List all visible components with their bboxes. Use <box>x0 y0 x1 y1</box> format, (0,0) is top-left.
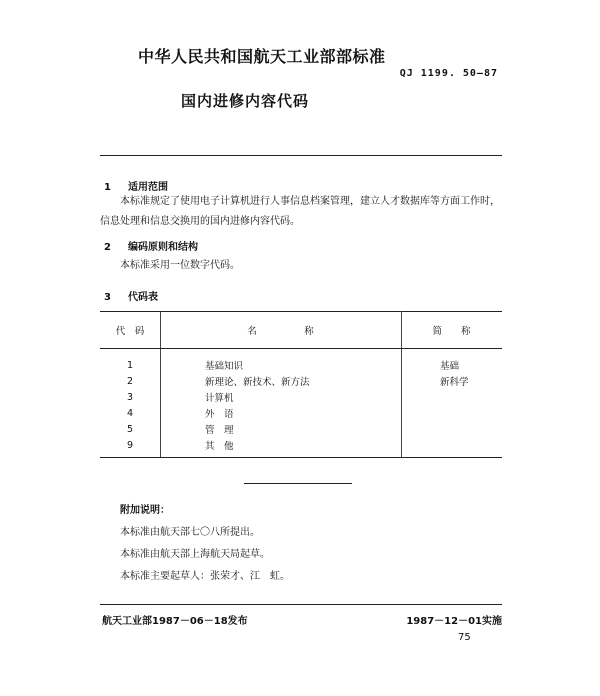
table-row <box>100 437 502 458</box>
table-row <box>100 421 502 437</box>
standard-number: QJ 1199. 50—87 <box>399 68 498 79</box>
section-end-rule <box>244 483 352 484</box>
cell-name: 外 语 <box>161 405 402 421</box>
section-3-heading <box>104 288 158 303</box>
document-title: 国内进修内容代码 <box>181 92 310 110</box>
cell-name: 新理论、新技术、新方法 <box>161 373 402 389</box>
code-table <box>100 311 502 458</box>
effective-date: 1987－12－01实施 <box>406 616 502 627</box>
header-abbr: 简 称 <box>402 312 503 349</box>
cell-abbr <box>402 421 503 437</box>
cell-name: 计算机 <box>161 389 402 405</box>
cell-abbr <box>402 437 503 458</box>
cell-code: 4 <box>126 407 134 419</box>
note-line: 本标准由航天部七〇八所提出。 <box>120 527 260 538</box>
section-title: 编码原则和结构 <box>128 242 198 253</box>
cell-code: 1 <box>126 359 134 371</box>
cell-abbr: 基础 <box>440 361 460 372</box>
cell-name: 基础知识 <box>161 349 402 374</box>
section-title: 代码表 <box>128 292 158 303</box>
section-number: 3 <box>104 292 111 303</box>
section-number: 2 <box>104 242 111 253</box>
section-number: 1 <box>104 182 111 193</box>
table-row <box>100 373 502 389</box>
note-line: 本标准由航天部上海航天局起草。 <box>120 549 270 560</box>
table-row <box>100 349 502 374</box>
notes-heading: 附加说明： <box>120 505 170 516</box>
cell-code: 3 <box>126 391 134 403</box>
header-rule <box>100 155 502 156</box>
table-header-row <box>100 312 502 349</box>
footer-rule <box>100 604 502 605</box>
additional-notes <box>120 500 290 588</box>
header-name: 名 称 <box>161 312 402 349</box>
section-2-heading <box>104 238 198 253</box>
header-code: 代 码 <box>100 312 161 349</box>
cell-code: 2 <box>126 375 134 387</box>
paragraph-line: 信息处理和信息交换用的国内进修内容代码。 <box>100 216 300 227</box>
paragraph-line: 本标准规定了使用电子计算机进行人事信息档案管理，建立人才数据库等方面工作时， <box>120 196 500 207</box>
cell-abbr: 新科学 <box>440 377 469 388</box>
cell-code: 9 <box>100 437 161 458</box>
page-number: 75 <box>458 632 471 643</box>
issue-date: 航天工业部1987－06－18发布 <box>102 616 248 627</box>
cell-abbr <box>402 405 503 421</box>
cell-name: 管 理 <box>161 421 402 437</box>
note-line: 本标准主要起草人：张荣才、江 虹。 <box>120 571 290 582</box>
cell-code: 5 <box>126 423 134 435</box>
section-2-body <box>120 256 240 276</box>
cell-name: 其 他 <box>161 437 402 458</box>
table-row <box>100 389 502 405</box>
table-row <box>100 405 502 421</box>
section-1-body <box>100 192 510 232</box>
paragraph-line: 本标准采用一位数字代码。 <box>120 260 240 271</box>
issuing-body: 中华人民共和国航天工业部部标准 <box>138 47 386 66</box>
section-1-heading <box>104 178 168 193</box>
cell-abbr <box>402 389 503 405</box>
section-title: 适用范围 <box>128 182 168 193</box>
